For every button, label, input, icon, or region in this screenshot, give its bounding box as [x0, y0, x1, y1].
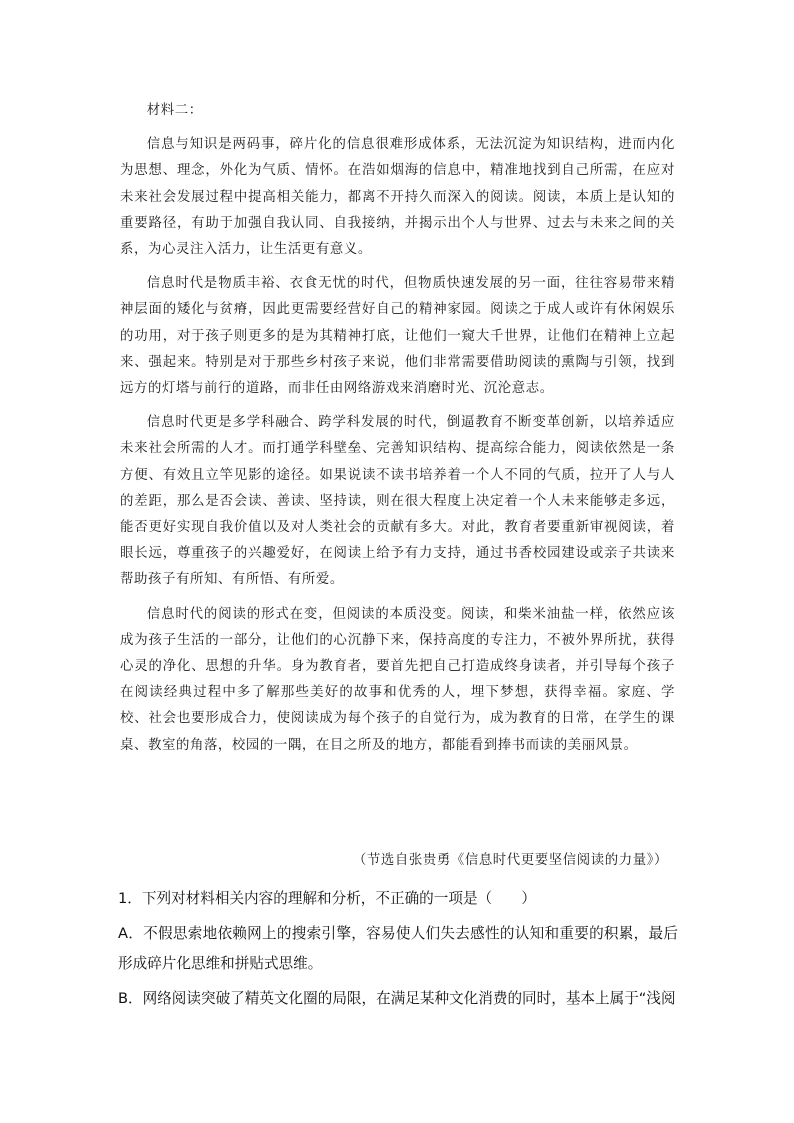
option-a: A．不假思索地依赖网上的搜索引擎，容易使人们失去感性的认知和重要的积累，最后形成碎片化思维和拼贴式思维。 [118, 925, 678, 972]
option-b: B．网络阅读突破了精英文化圈的局限，在满足某种文化消费的同时，基本上属于“浅阅 [118, 990, 676, 1007]
question-block [118, 884, 678, 1019]
material-paragraph-4: 信息时代的阅读的形式在变，但阅读的本质没变。阅读，和柴米油盐一样，依然应该成为孩子生活的一部分，让他们的心沉静下来，保持高度的专注力，不被外界所扰，获得心灵的净化、思想的升华。身为教育者，要首先把自己打造成终身读者，并引导每个孩子在阅读经典过程中多了解那些美好的故事和优秀的人，埋下梦想，获得幸福。家庭、学校、社会也要形成合力，使阅读成为每个孩子的自觉行为，成为教育的日常，在学生的课桌、教室的角落，校园的一隅，在目之所及的地方，都能看到捧书而读的美丽风景。 [120, 606, 675, 753]
material-paragraph-3: 信息时代更是多学科融合、跨学科发展的时代，倒逼教育不断变革创新，以培养适应未来社会所需的人才。而打通学科壁垒、完善知识结构、提高综合能力，阅读依然是一条方便、有效且立竿见影的途径。如果说读不读书培养着一个人不同的气质，拉开了人与人的差距，那么是否会读、善读、坚持读，则在很大程度上决定着一个人未来能够走多远，能否更好实现自我价值以及对人类社会的贡献有多大。对此，教育者要重新审视阅读，着眼长远，尊重孩子的兴趣爱好，在阅读上给予有力支持，通过书香校园建设或亲子共读来帮助孩子有所知、有所悟、有所爱。 [120, 415, 675, 588]
reading-material [120, 98, 675, 767]
source-citation: （节选自张贵勇《信息时代更要坚信阅读的力量》） [352, 853, 668, 868]
material-paragraph-1: 信息与知识是两码事，碎片化的信息很难形成体系，无法沉淀为知识结构，进而内化为思想、理念，外化为气质、情怀。在浩如烟海的信息中，精准地找到自己所需，在应对未来社会发展过程中提高相关能力，都离不开持久而深入的阅读。阅读，本质上是认知的重要路径，有助于加强自我认同、自我接纳，并揭示出个人与世界、过去与未来之间的关系，为心灵注入活力，让生活更有意义。 [120, 137, 675, 258]
question-1: 1．下列对材料相关内容的理解和分析，不正确的一项是（ ） [118, 890, 536, 907]
material-heading: 材料二： [146, 103, 203, 118]
material-paragraph-2: 信息时代是物质丰裕、衣食无忧的时代，但物质快速发展的另一面，往往容易带来精神层面的矮化与贫瘠，因此更需要经营好自己的精神家园。阅读之于成人或许有休闲娱乐的功用，对于孩子则更多的是为其精神打底，让他们一窥大千世界，让他们在精神上立起来、强起来。特别是对于那些乡村孩子来说，他们非常需要借助阅读的熏陶与引领，找到远方的灯塔与前行的道路，而非任由网络游戏来消磨时光、沉沦意志。 [120, 276, 675, 397]
